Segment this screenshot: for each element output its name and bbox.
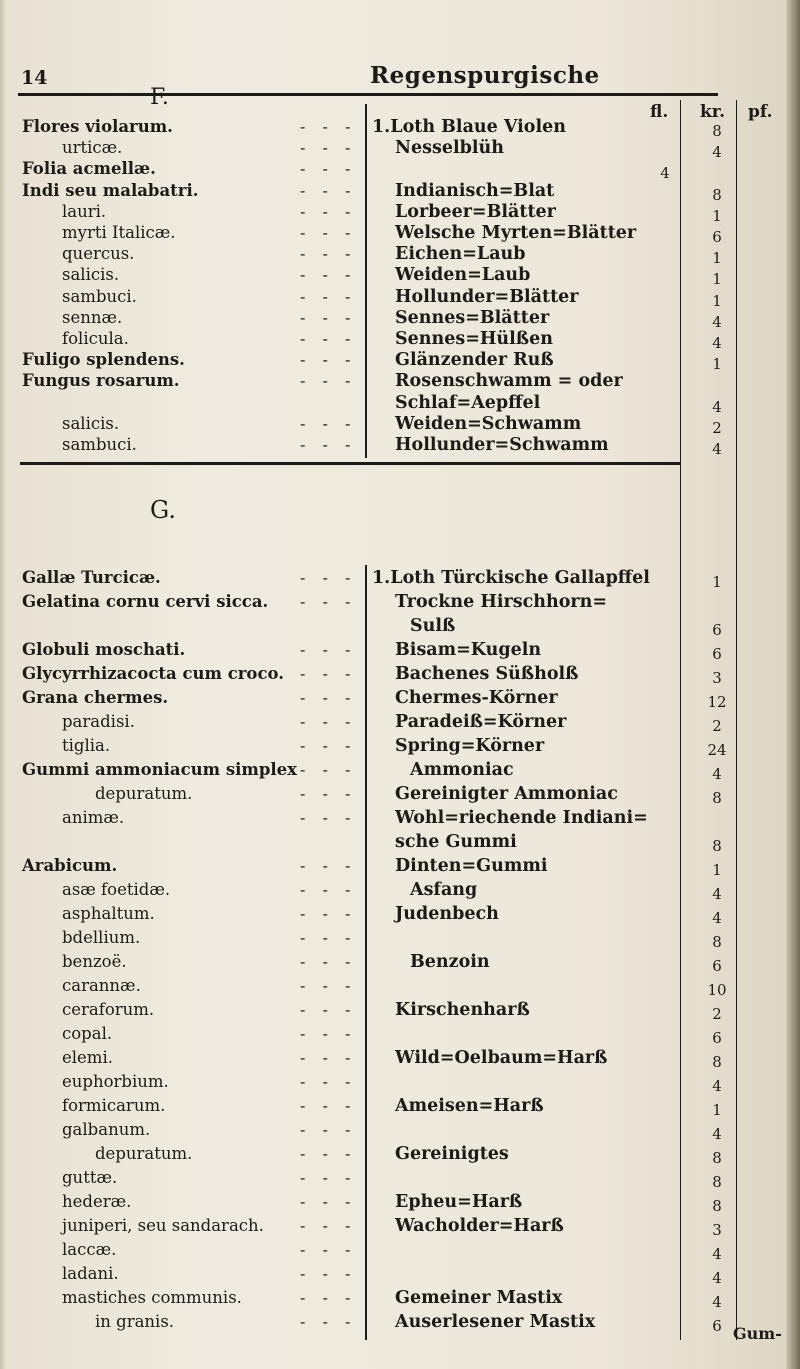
entry-latin: Gelatina cornu cervi sicca. (22, 592, 269, 611)
entry-german: Kirschenharß (395, 1000, 530, 1020)
entry-german: Chermes-Körner (395, 688, 558, 708)
entry-leader: - - - (300, 688, 357, 707)
entry-latin: sennæ. (62, 307, 123, 327)
entry-latin: Flores violarum. (22, 117, 173, 136)
entry-german: Trockne Hirschhorn= (395, 592, 608, 612)
price-kr: 12 (707, 693, 727, 711)
page-edge-shadow (786, 0, 800, 1369)
entry-leader: - - - (300, 1072, 357, 1091)
entry-leader: - - - (300, 350, 357, 370)
column-rule-f (365, 104, 367, 458)
entry-leader: - - - (300, 952, 357, 971)
price-kr: 1 (712, 206, 722, 225)
entry-latin: carannæ. (62, 976, 141, 995)
price-kr: 4 (712, 397, 722, 416)
entry-leader: - - - (300, 976, 357, 995)
price-kr: 10 (707, 981, 727, 999)
section-letter-g: G. (150, 496, 176, 524)
entry-latin: in granis. (95, 1312, 175, 1331)
price-kr: 4 (712, 885, 722, 903)
entry-leader: - - - (300, 265, 357, 285)
entry-leader: - - - (300, 1048, 357, 1067)
entry-leader: - - - (300, 413, 357, 433)
entry-leader: - - - (300, 760, 357, 779)
entry-latin: copal. (62, 1024, 113, 1043)
price-kr: 8 (712, 837, 722, 855)
entry-latin: euphorbium. (62, 1072, 169, 1091)
entry-german: Nesselblüh (395, 138, 504, 159)
section-divider (20, 462, 680, 465)
entry-german: Dinten=Gummi (395, 856, 548, 876)
price-fl: 4 (660, 164, 670, 183)
entry-latin: Gummi ammoniacum simplex (22, 760, 297, 779)
entry-latin: folicula. (62, 329, 129, 348)
price-kr: 1 (712, 573, 722, 591)
entry-german: Sulß (410, 616, 456, 636)
entry-leader: - - - (300, 904, 357, 923)
entry-leader: - - - (300, 808, 357, 827)
entry-leader: - - - (300, 180, 357, 200)
price-kr: 4 (712, 334, 722, 352)
entry-german: Eichen=Laub (395, 244, 526, 265)
entry-latin: depuratum. (95, 784, 193, 803)
price-kr: 4 (712, 909, 722, 927)
entry-leader: - - - (300, 1144, 357, 1163)
price-kr: 3 (712, 669, 722, 687)
entry-leader: - - - (300, 1168, 357, 1187)
price-kr: 4 (712, 1077, 722, 1095)
price-kr: 8 (712, 789, 722, 807)
price-kr: 8 (712, 1149, 722, 1167)
price-kr: 4 (712, 440, 722, 458)
entry-leader: - - - (300, 784, 357, 803)
entry-latin: quercus. (62, 244, 135, 264)
entry-latin: Grana chermes. (22, 688, 169, 707)
page-gutter-shadow (0, 0, 6, 1369)
price-kr: 8 (712, 185, 722, 204)
entry-latin: guttæ. (62, 1168, 118, 1187)
entry-leader: - - - (300, 244, 357, 264)
price-kr: 24 (707, 741, 727, 759)
entry-leader: - - - (300, 568, 357, 587)
price-kr: 6 (712, 957, 722, 975)
page-number: 14 (21, 67, 48, 89)
price-kr: 6 (712, 1317, 722, 1335)
price-kr: 1 (712, 249, 722, 268)
entry-german: Benzoin (410, 952, 490, 972)
entry-german: Wild=Oelbaum=Harß (395, 1048, 608, 1068)
price-kr: 6 (712, 228, 722, 246)
entry-leader: - - - (300, 1000, 357, 1019)
price-kr: 2 (712, 418, 722, 437)
price-kr: 2 (712, 717, 722, 735)
entry-leader: - - - (300, 1288, 357, 1307)
entry-latin: Indi seu malabatri. (22, 180, 199, 200)
entry-latin: mastiches communis. (62, 1288, 242, 1307)
entry-german: Bachenes Süßholß (395, 664, 579, 684)
entry-leader: - - - (300, 329, 357, 348)
entry-german: Schlaf=Aepffel (395, 392, 541, 413)
price-kr: 8 (712, 1173, 722, 1191)
entry-leader: - - - (300, 592, 357, 611)
price-kr: 4 (712, 1293, 722, 1311)
entry-german: 1.Loth Türckische Gallapffel (372, 568, 650, 588)
entry-latin: asphaltum. (62, 904, 155, 923)
entry-leader: - - - (300, 664, 357, 683)
entry-leader: - - - (300, 880, 357, 899)
entry-german: Glänzender Ruß (395, 350, 554, 371)
entry-german: Judenbech (395, 904, 499, 924)
price-kr: 6 (712, 1029, 722, 1047)
price-kr: 1 (712, 861, 722, 879)
entry-leader: - - - (300, 1192, 357, 1211)
entry-leader: - - - (300, 712, 357, 731)
entry-latin: Fungus rosarum. (22, 371, 180, 391)
entry-latin: bdellium. (62, 928, 141, 947)
price-kr: 6 (712, 645, 722, 663)
entry-leader: - - - (300, 1120, 357, 1139)
entry-latin: Gallæ Turcicæ. (22, 568, 161, 587)
entry-latin: sambuci. (62, 435, 137, 454)
entry-latin: urticæ. (62, 138, 123, 158)
entry-german: Gereinigter Ammoniac (395, 784, 618, 804)
entry-latin: Globuli moschati. (22, 640, 186, 659)
price-kr: 4 (712, 1125, 722, 1143)
entry-german: Ammoniac (410, 760, 514, 780)
price-kr: 8 (712, 933, 722, 951)
entry-german: Hollunder=Schwamm (395, 435, 609, 455)
entry-german: Sennes=Hülßen (395, 329, 553, 349)
entry-latin: Arabicum. (22, 856, 118, 875)
price-kr: 8 (712, 1197, 722, 1215)
price-kr: 1 (712, 270, 722, 289)
entry-leader: - - - (300, 736, 357, 755)
price-kr: 4 (712, 1245, 722, 1263)
entry-leader: - - - (300, 856, 357, 875)
catchword: Gum- (733, 1324, 782, 1343)
column-rule-g (365, 565, 367, 1340)
price-kr: 4 (712, 143, 722, 162)
entry-german: Welsche Myrten=Blätter (395, 223, 637, 243)
entry-leader: - - - (300, 117, 357, 136)
entry-latin: salicis. (62, 413, 120, 433)
price-kr: 8 (712, 1053, 722, 1071)
entry-latin: benzoë. (62, 952, 127, 971)
entry-german: Wohl=riechende Indiani= (395, 808, 648, 828)
entry-leader: - - - (300, 1264, 357, 1283)
entry-latin: Fuligo splendens. (22, 350, 185, 370)
entry-leader: - - - (300, 307, 357, 327)
entry-german: Sennes=Blätter (395, 307, 550, 328)
entry-german: Gereinigtes (395, 1144, 509, 1164)
entry-latin: laccæ. (62, 1240, 117, 1259)
column-rule-kr (736, 100, 737, 1340)
entry-german: Bisam=Kugeln (395, 640, 542, 660)
entry-latin: galbanum. (62, 1120, 151, 1139)
entry-leader: - - - (300, 640, 357, 659)
price-kr: 4 (712, 1269, 722, 1287)
entry-latin: animæ. (62, 808, 125, 827)
entry-german: 1.Loth Blaue Violen (372, 117, 566, 137)
column-head-fl: fl. (650, 102, 669, 122)
entry-latin: depuratum. (95, 1144, 193, 1163)
entry-latin: Folia acmellæ. (22, 159, 156, 179)
header-rule (18, 93, 718, 96)
entry-german: Weiden=Schwamm (395, 413, 582, 434)
entry-leader: - - - (300, 286, 357, 306)
price-kr: 3 (712, 1221, 722, 1239)
entry-latin: sambuci. (62, 286, 137, 306)
entry-latin: tiglia. (62, 736, 111, 755)
entry-latin: hederæ. (62, 1192, 132, 1211)
column-rule-fl (680, 100, 681, 1340)
entry-leader: - - - (300, 928, 357, 947)
entry-leader: - - - (300, 223, 357, 242)
entry-german: Paradeiß=Körner (395, 712, 567, 732)
entry-german: Ameisen=Harß (395, 1096, 544, 1116)
entry-german: Hollunder=Blätter (395, 286, 579, 307)
entry-latin: ceraforum. (62, 1000, 155, 1019)
price-kr: 4 (712, 312, 722, 331)
price-kr: 8 (712, 122, 722, 140)
entry-german: Gemeiner Mastix (395, 1288, 563, 1308)
entry-german: Weiden=Laub (395, 265, 531, 286)
column-head-pf: pf. (748, 102, 773, 122)
price-kr: 4 (712, 765, 722, 783)
running-title: Regenspurgische (370, 62, 600, 89)
entry-german: sche Gummi (395, 832, 517, 852)
price-kr: 1 (712, 1101, 722, 1119)
entry-german: Wacholder=Harß (395, 1216, 564, 1236)
entry-german: Spring=Körner (395, 736, 545, 756)
entry-latin: juniperi, seu sandarach. (62, 1216, 264, 1235)
entry-german: Epheu=Harß (395, 1192, 523, 1212)
column-head-kr: kr. (700, 102, 726, 122)
price-kr: 6 (712, 621, 722, 639)
entry-latin: Glycyrrhizacocta cum croco. (22, 664, 284, 683)
price-kr: 1 (712, 355, 722, 374)
entry-leader: - - - (300, 1240, 357, 1259)
entry-leader: - - - (300, 1024, 357, 1043)
entry-leader: - - - (300, 159, 357, 179)
entry-leader: - - - (300, 1216, 357, 1235)
entry-german: Lorbeer=Blätter (395, 201, 556, 222)
entry-latin: paradisi. (62, 712, 135, 731)
entry-latin: lauri. (62, 201, 107, 221)
entry-latin: ladani. (62, 1264, 119, 1283)
entry-leader: - - - (300, 201, 357, 221)
price-kr: 1 (712, 291, 722, 310)
entry-latin: myrti Italicæ. (62, 223, 176, 242)
entry-leader: - - - (300, 435, 357, 454)
section-letter-f: F. (150, 85, 169, 110)
entry-leader: - - - (300, 1096, 357, 1115)
entry-german: Asfang (410, 880, 478, 900)
price-kr: 2 (712, 1005, 722, 1023)
entry-leader: - - - (300, 371, 357, 391)
entry-latin: formicarum. (62, 1096, 166, 1115)
entry-latin: salicis. (62, 265, 120, 285)
entry-leader: - - - (300, 138, 357, 158)
entry-latin: elemi. (62, 1048, 113, 1067)
entry-leader: - - - (300, 1312, 357, 1331)
entry-german: Rosenschwamm = oder (395, 371, 623, 392)
entry-latin: asæ foetidæ. (62, 880, 171, 899)
entry-german: Auserlesener Mastix (395, 1312, 596, 1332)
entry-german: Indianisch=Blat (395, 180, 555, 201)
